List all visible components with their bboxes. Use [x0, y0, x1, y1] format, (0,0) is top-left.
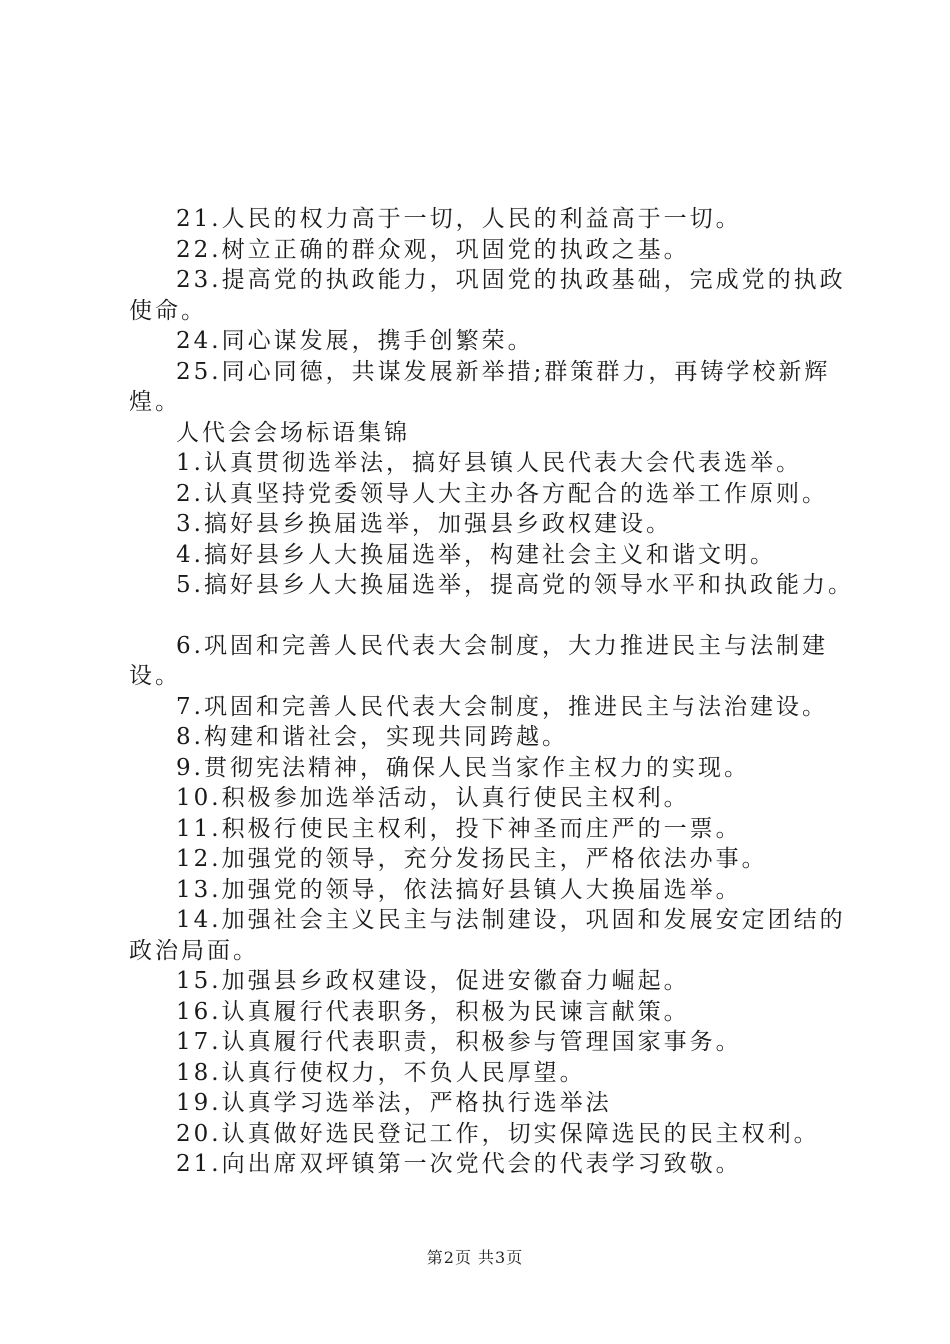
text-line: 16.认真履行代表职务，积极为民谏言献策。: [176, 998, 690, 1025]
text-line: 19.认真学习选举法，严格执行选举法: [176, 1090, 612, 1116]
text-line: 21.向出席双坪镇第一次党代会的代表学习致敬。: [176, 1151, 742, 1177]
text-line: 25.同心同德，共谋发展新举措;群策群力，再铸学校新辉: [176, 358, 831, 385]
text-line: 人代会会场标语集锦: [176, 419, 410, 446]
text-line: 7.巩固和完善人民代表大会制度，推进民主与法治建设。: [176, 693, 828, 720]
text-line: 21.人民的权力高于一切，人民的利益高于一切。: [176, 206, 742, 232]
text-line: 22.树立正确的群众观，巩固党的执政之基。: [176, 236, 690, 263]
text-line: 4.搞好县乡人大换届选举，构建社会主义和谐文明。: [176, 541, 776, 568]
page-footer: 第2页 共3页: [426, 1248, 524, 1267]
text-line: 17.认真履行代表职责，积极参与管理国家事务。: [176, 1029, 742, 1055]
text-line: 设。: [129, 663, 181, 689]
text-line: 煌。: [129, 389, 181, 415]
text-line: 10.积极参加选举活动，认真行使民主权利。: [176, 785, 690, 811]
text-line: 2.认真坚持党委领导人大主办各方配合的选举工作原则。: [176, 480, 828, 507]
text-line: 23.提高党的执政能力，巩固党的执政基础，完成党的执政: [176, 267, 846, 293]
text-line: 15.加强县乡政权建设，促进安徽奋力崛起。: [176, 968, 690, 994]
text-line: 13.加强党的领导，依法搞好县镇人大换届选举。: [176, 876, 742, 903]
text-line: 5.搞好县乡人大换届选举，提高党的领导水平和执政能力。: [176, 572, 854, 598]
text-line: 12.加强党的领导，充分发扬民主，严格依法办事。: [176, 846, 768, 872]
text-line: 使命。: [129, 297, 207, 324]
document-body: [129, 204, 854, 1180]
text-line: 政治局面。: [129, 937, 259, 964]
text-line: 24.同心谋发展，携手创繁荣。: [176, 328, 534, 354]
text-line: 8.构建和谐社会，实现共同跨越。: [176, 724, 568, 750]
text-line: 18.认真行使权力，不负人民厚望。: [176, 1059, 586, 1086]
text-line: 9.贯彻宪法精神，确保人民当家作主权力的实现。: [176, 754, 750, 781]
text-line: 20.认真做好选民登记工作，切实保障选民的民主权利。: [176, 1120, 820, 1147]
text-line: 14.加强社会主义民主与法制建设，巩固和发展安定团结的: [176, 907, 846, 933]
text-line: 11.积极行使民主权利，投下神圣而庄严的一票。: [176, 815, 742, 842]
text-line: 6.巩固和完善人民代表大会制度，大力推进民主与法制建: [176, 632, 828, 659]
text-line: 1.认真贯彻选举法，搞好县镇人民代表大会代表选举。: [176, 450, 802, 476]
text-line: 3.搞好县乡换届选举，加强县乡政权建设。: [176, 511, 672, 537]
